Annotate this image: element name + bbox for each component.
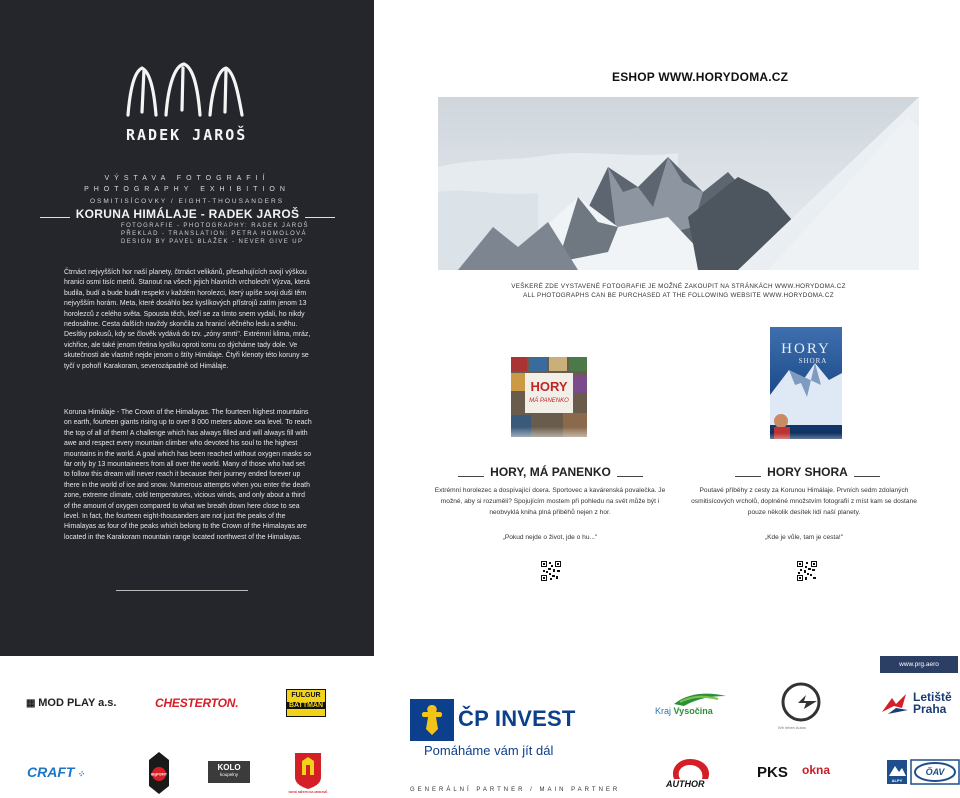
book2-cover-title: HORY [781,341,831,357]
pks-logo: PKS [757,764,788,781]
intro-text-en: Koruna Himálaje - The Crown of the Himalayas. The fourteen highest mountains on earth, fourteen giants rising up to over 8 000 meters above sea level. To reach the top of all of them! A challenge which has always filled and will always fill with awe and respect every mountain climber who devoted his soul to the highest mountains in the world. A goal which has been reached without oxygen masks so far only by 13 mountaineers from all over the world. Many of those who had set to follow this dream will never reach it because their journey ended forever up there in the world of ice and snow. Numerous attempts when you enter the death zone, extreme climate, cold temperatures, vicious winds, and only about a third of the amount of oxygen compared to what we breath down here close to sea level. In fact, the fourteen eight-thousanders are not just the peaks of the Himalayas as four of the peaks which belong to the Crown of the Himalayas are located in the Karakoram mountain range located northwest of the Himalayas. [64,409,312,541]
credit-design: DESIGN BY PAVEL BLAŽEK - NEVER GIVE UP [121,239,304,245]
book2-rule-left [735,476,761,477]
subtitle-cz: VÝSTAVA FOTOGRAFIÍ [104,175,270,182]
okna-logo: okna [802,763,831,777]
book1-title-row [468,464,633,480]
cp-invest-emblem-icon [410,699,454,741]
intro-text-cz: Čtrnáct nejvyšších hor naší planety, čtrnáct velikánů, přesahujících svojí výškou hranici osmi tisíc metrů. Stanout na všech jejich hlavních vrcholech! Výzva, která budila, budí a bude budit respekt v každém horolezci, který upíše svoji duši těm nejvyšším horám. Meta, které dosáhlo bez kyslíkových přístrojů zatím jenom 13 horolezců z celého světa. Spousta těch, kteří se za tímto snem vydali, ho nikdy nedosáhne. Cesta dalších navždy skončila za hranicí věčného ledu a sněhu. Desítky pokusů, kdy se člověk vydává do tzv. „zóny smrti". Extrémní klima, mráz, vichřice, ale také jenom třetina kyslíku oproti tomu co dýcháme tady dole. Ve skutečnosti ale vlastně nejde jenom o štíty Himálaje. Čtyři klenoty této koruny se tyčí v pohoří Karakoram, severozápadně od Himálaje. [64,269,311,370]
svg-text:ÖAV: ÖAV [925,767,945,777]
book1-rule-right [617,476,643,477]
praha-text: Praha [913,702,947,716]
purchase-info-en: ALL PHOTOGRAPHS CAN BE PURCHASED AT THE FOLLOWING WEBSITE WWW.HORYDOMA.CZ [523,292,834,299]
bigpoint-logo [147,752,171,794]
book1-cover-sub: MÁ PANENKO [529,398,569,404]
divider [116,590,248,591]
prg-aero-tag[interactable]: www.prg.aero [880,656,958,673]
radek-jaros-logo [120,60,260,150]
main-partner-label: GENERÁLNÍ PARTNER / MAIN PARTNER [410,787,621,793]
book2-title-row [745,464,870,480]
credit-photography: FOTOGRAFIE - PHOTOGRAPHY: RADEK JAROŠ [121,223,309,229]
alpy-text: ALPY [891,778,903,783]
logo-text: RADEK JAROŠ [126,126,248,144]
himalaya-panorama-photo [438,97,919,270]
book2-quote: „Kde je vůle, tam je cesta!" [764,534,844,541]
opel-slogan: Wir leben Autos [778,725,807,730]
purchase-info-cz: VEŠKERÉ ZDE VYSTAVENÉ FOTOGRAFIE JE MOŽNÉ ZAKOUPIT NA STRÁNKÁCH WWW.HORYDOMA.CZ [511,283,846,290]
book1-description: Extrémní horolezec a dospívající dcera. Sportovec a kavárenská povalečka. Je možné, aby si rozuměli? Spojujícím mostem při pohledu na svět může být i neobvyklá kniha plná přiběhů nejen z hor. [434,487,666,516]
craft-dots-icon: ⁘ [74,769,85,779]
fulgur-text: FULGUR [291,692,321,699]
letiste-text: Letiště [913,690,952,704]
bigpoint-text: BigPOINT [151,772,167,777]
kolo-logo [208,761,250,783]
cp-invest-slogan: Pomáháme vám jít dál [424,743,554,758]
mod-play-logo [26,697,117,709]
kolo-sub-text: koupelny [219,772,238,777]
fulgur-battman-logo [286,689,326,717]
eight-thousanders-label: OSMITISÍCOVKY / EIGHT-THOUSANDERS [89,198,285,205]
chesterton-logo: CHESTERTON. [155,696,239,710]
book2-cover-sub: SHORA [798,357,828,365]
kolo-text: KOLO [217,763,241,772]
nove-mesto-text: NOVÉ MĚSTO NA MORAVĚ [288,790,328,794]
book1-cover-title: HORY [530,379,568,394]
title-rule-left [40,217,70,218]
eshop-link[interactable]: ESHOP WWW.HORYDOMA.CZ [612,70,789,84]
credit-translation: PŘEKLAD - TRANSLATION: PETRA HOMOLOVÁ [121,231,307,237]
book1-quote: „Pokud nejde o život, jde o hu..." [502,534,598,541]
book2-description: Poutavé příběhy z cesty za Korunou Himálaje. Prvních sedm zdolaných osmitisícových vrcholů, doplněné množstvím fotografií z míst kam se dostane pouze několik desítek lidí naší planety. [691,487,917,516]
book-cover-hory-ma-panenko[interactable] [505,355,591,447]
main-title-row [65,207,310,221]
mod-play-text: MOD PLAY a.s. [38,697,117,709]
main-title: KORUNA HIMÁLAJE - RADEK JAROŠ [75,207,300,221]
author-text: AUTHOR [666,779,705,789]
cp-invest-name: ČP INVEST [458,706,576,731]
book1-qr-code-icon[interactable] [541,561,561,581]
exhibition-panel [0,0,374,656]
nove-mesto-logo [288,751,328,795]
kraj-text: Kraj [655,706,674,716]
title-rule-right [305,217,335,218]
book-cover-hory-shora[interactable] [767,325,845,450]
kraj-vysocina-logo [655,706,713,716]
letiste-praha-logo [913,691,952,715]
vysocina-text: Vysočina [673,706,713,716]
craft-logo [27,764,84,780]
book1-rule-left [458,476,484,477]
mod-play-grid-icon: ▦ [26,698,39,709]
subtitle-en: PHOTOGRAPHY EXHIBITION [84,186,290,193]
alpy-oeav-logo [887,760,959,784]
book2-rule-right [854,476,880,477]
book2-qr-code-icon[interactable] [797,561,817,581]
book2-title: HORY SHORA [767,465,848,479]
opel-logo [780,681,822,723]
book1-title: HORY, MÁ PANENKO [490,465,611,479]
battman-text: BATTMAN [288,702,324,709]
craft-text: CRAFT [27,764,75,780]
